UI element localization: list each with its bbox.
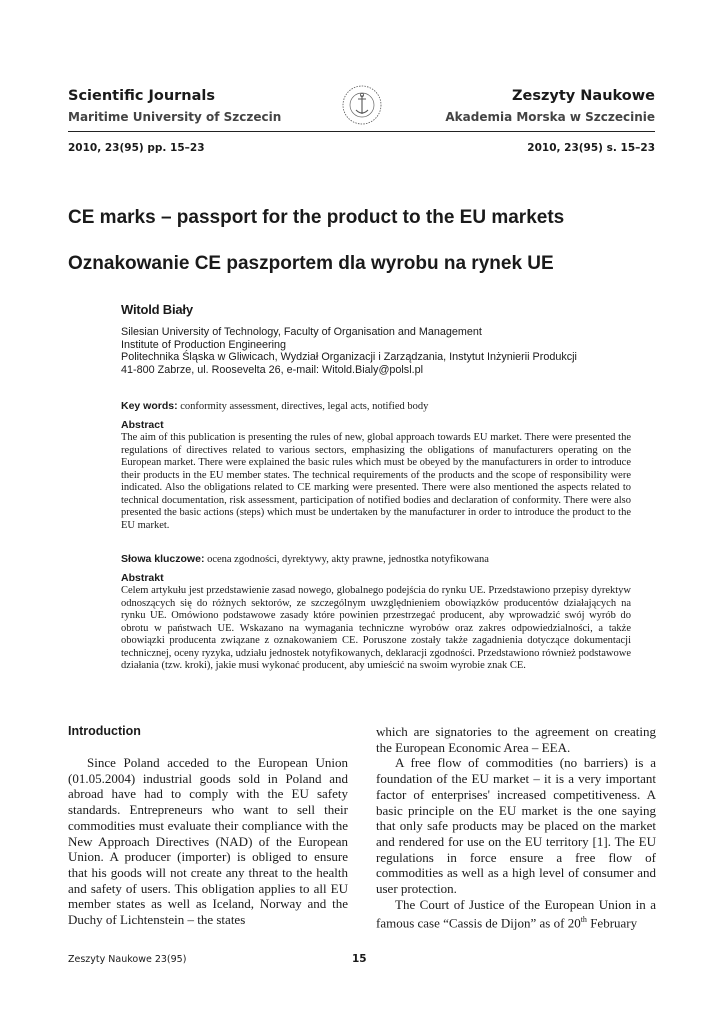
- author-name: Witold Biały: [121, 302, 193, 317]
- article-title-pl: Oznakowanie CE paszportem dla wyrobu na rynek UE: [68, 253, 554, 274]
- intro-paragraph-3-end: February: [586, 915, 638, 931]
- page-number: 15: [352, 953, 367, 965]
- abstract-pl-heading: Abstrakt: [121, 572, 164, 584]
- university-seal-icon: [341, 82, 383, 128]
- journal-publisher-pl: Akademia Morska w Szczecinie: [445, 110, 655, 124]
- article-title-en: CE marks – passport for the product to the EU markets: [68, 207, 565, 228]
- abstract-pl-text: Celem artykułu jest przedstawienie zasad nowego, globalnego podejścia do rynku UE. Przedstawiono przepisy dyrektyw odnoszących się do różnych sektorów, ze szczególnym uwzględnieniem obowiązków producentów działających na rynku UE. Omówiono podstawowe zasady które powinien przestrzegać producent, aby wprowadzić swój wyrób do obrotu w państwach UE. Wskazano na wymagania techniczne wyrobów oraz zakres odpowiedzialności, a także obowiązki producenta związane z oznakowaniem CE. Poruszone zostały także zagadnienia dotyczące dokumentacji technicznej, oceny ryzyka, udziału jednostek notyfikowanych, deklaracji zgodności. Przedstawiono również podstawowe działania (tzw. kroki), jakie musi wykonać producent, aby umieścić na swoim wyrobie znak CE.: [121, 585, 631, 672]
- intro-paragraph-2: A free flow of commodities (no barriers) is a foundation of the EU market – it is a very important factor of enterprises' increased competitiveness. A basic principle on the EU market is the one saying that only safe products may be placed on the market and rendered for use on the EU territory [1]. The EU regulations in force ensure a free flow of commodities as well as a high level of consumer and user protection.: [376, 755, 656, 897]
- abstract-heading: Abstract: [121, 419, 164, 431]
- journal-title-en: Scientific Journals: [68, 88, 215, 104]
- abstract-text: The aim of this publication is presenting the rules of new, global approach towards EU market. There were presented the regulations of directives related to various sectors, emphasizing the obligations of manufacturers operating on the European market. There were explained the basic rules which must be obeyed by the manufacturers in order to introduce their products in the EU member states. The technical requirements of the products and the scope of responsibility were indicated. Also the obligations related to CE marking were presented. There were also mentioned the aspects related to technical documentation, risk assessment, participation of notified bodies and declaration of conformity. There were also presented the basic actions (steps) which must be undertaken by the manufacturer in order to introduce the product to the EU market.: [121, 432, 631, 531]
- keywords-en: [121, 400, 428, 412]
- ordinal-suffix: th: [580, 915, 587, 925]
- intro-paragraph-1-continued: which are signatories to the agreement on creating the European Economic Area – EEA.: [376, 724, 656, 755]
- affiliation-line: Silesian University of Technology, Faculty of Organisation and Management: [121, 326, 482, 338]
- journal-publisher-en: Maritime University of Szczecin: [68, 110, 282, 124]
- body-column-left: [68, 755, 348, 928]
- body-column-right: [376, 724, 656, 931]
- keywords-value: conformity assessment, directives, legal acts, notified body: [180, 401, 429, 412]
- section-heading-introduction: Introduction: [68, 724, 141, 738]
- journal-title-pl: Zeszyty Naukowe: [512, 88, 655, 104]
- affiliation-line: 41-800 Zabrze, ul. Roosevelta 26, e-mail: Witold.Bialy@polsl.pl: [121, 363, 424, 376]
- intro-paragraph-1: Since Poland acceded to the European Union (01.05.2004) industrial goods sold in Poland and abroad have had to comply with the EU safety standards. Entrepreneurs who want to sell their commodities must evaluate their compliance with the New Approach Directives (NAD) of the European Union. A producer (importer) is obliged to ensure that his goods will not create any threat to the health and safety of users. This obligation applies to all EU member states as well as Iceland, Norway and the Duchy of Lichtenstein – the states: [68, 755, 348, 928]
- keywords-pl: [121, 553, 489, 565]
- intro-paragraph-3: [376, 897, 656, 932]
- header-rule: [68, 131, 655, 132]
- intro-paragraph-3-start: The Court of Justice of the European Union in a famous case “Cassis de Dijon” as of 20: [376, 896, 656, 931]
- keywords-label: Key words:: [121, 400, 178, 412]
- footer-journal: Zeszyty Naukowe 23(95): [68, 954, 187, 965]
- keywords-pl-value: ocena zgodności, dyrektywy, akty prawne, jednostka notyfikowana: [207, 554, 489, 565]
- author-affiliation: [121, 326, 661, 376]
- citation-en: 2010, 23(95) pp. 15–23: [68, 142, 205, 154]
- citation-pl: 2010, 23(95) s. 15–23: [527, 142, 655, 154]
- affiliation-line: Politechnika Śląska w Gliwicach, Wydział Organizacji i Zarządzania, Instytut Inżynierii Produkcji: [121, 351, 577, 364]
- affiliation-line: Institute of Production Engineering: [121, 338, 287, 351]
- keywords-pl-label: Słowa kluczowe:: [121, 553, 205, 565]
